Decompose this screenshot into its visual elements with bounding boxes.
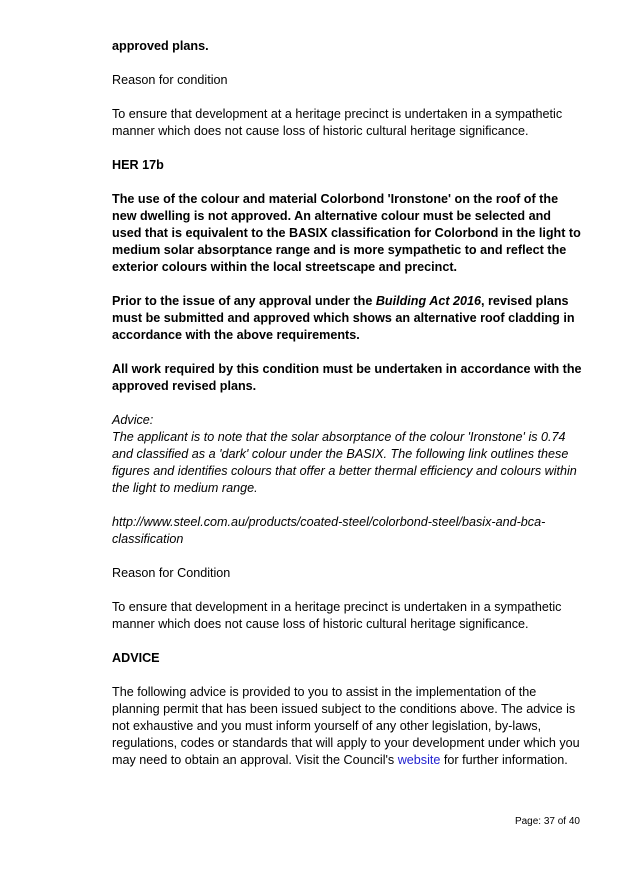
- advice-heading: ADVICE: [112, 651, 160, 665]
- advice-text: The applicant is to note that the solar absorptance of the colour 'Ironstone' is 0.74 and classified as a 'dark' colour under the BASIX. The following link outlines these figures and identifies colours that offer a better thermal efficiency and colours within the light to medium range.: [112, 430, 577, 495]
- council-website-link[interactable]: website: [397, 753, 441, 767]
- reason-label-1: Reason for condition: [112, 73, 228, 87]
- her-condition-paragraph-3: All work required by this condition must be undertaken in accordance with the approved revised plans.: [112, 362, 582, 393]
- her-condition-paragraph-1: The use of the colour and material Colorbond 'Ironstone' on the roof of the new dwelling is not approved. An alternative colour must be selected and used that is equivalent to the BASIX classification for Colorbond in the light to medium solar absorptance range and is more sympathetic to and reflect the exterior colours within the local streetscape and precinct.: [112, 192, 581, 274]
- reason-text-1: To ensure that development at a heritage precinct is undertaken in a sympathetic manner which does not cause loss of historic cultural heritage significance.: [112, 107, 563, 138]
- advice-label: Advice:: [112, 413, 154, 427]
- advice-url: http://www.steel.com.au/products/coated-steel/colorbond-steel/basix-and-bca-classification: [112, 515, 546, 546]
- advice-body: [112, 684, 582, 769]
- approved-plans-line: approved plans.: [112, 39, 209, 53]
- building-act-title: Building Act 2016: [375, 294, 482, 308]
- reason-text-2: To ensure that development in a heritage precinct is undertaken in a sympathetic manner which does not cause loss of historic cultural heritage significance.: [112, 600, 562, 631]
- document-page: [112, 38, 582, 769]
- her-para-2-before: Prior to the issue of any approval under the: [112, 294, 376, 308]
- her-para-2-after: , revised plans must be submitted and approved which shows an alternative roof cladding in accordance with the above requirements.: [112, 294, 575, 342]
- advice-body-after: for further information.: [440, 753, 568, 767]
- her-condition-paragraph-2: [112, 293, 582, 344]
- her-17b-heading: HER 17b: [112, 158, 164, 172]
- reason-label-2: Reason for Condition: [112, 566, 231, 580]
- page-number-footer: Page: 37 of 40: [514, 816, 580, 827]
- advice-body-before: The following advice is provided to you to assist in the implementation of the planning permit that has been issued subject to the conditions above. The advice is not exhaustive and you must inform yourself of any other legislation, by-laws, regulations, codes or standards that will apply to your development under which you may need to obtain an approval. Visit the Council's: [112, 685, 580, 767]
